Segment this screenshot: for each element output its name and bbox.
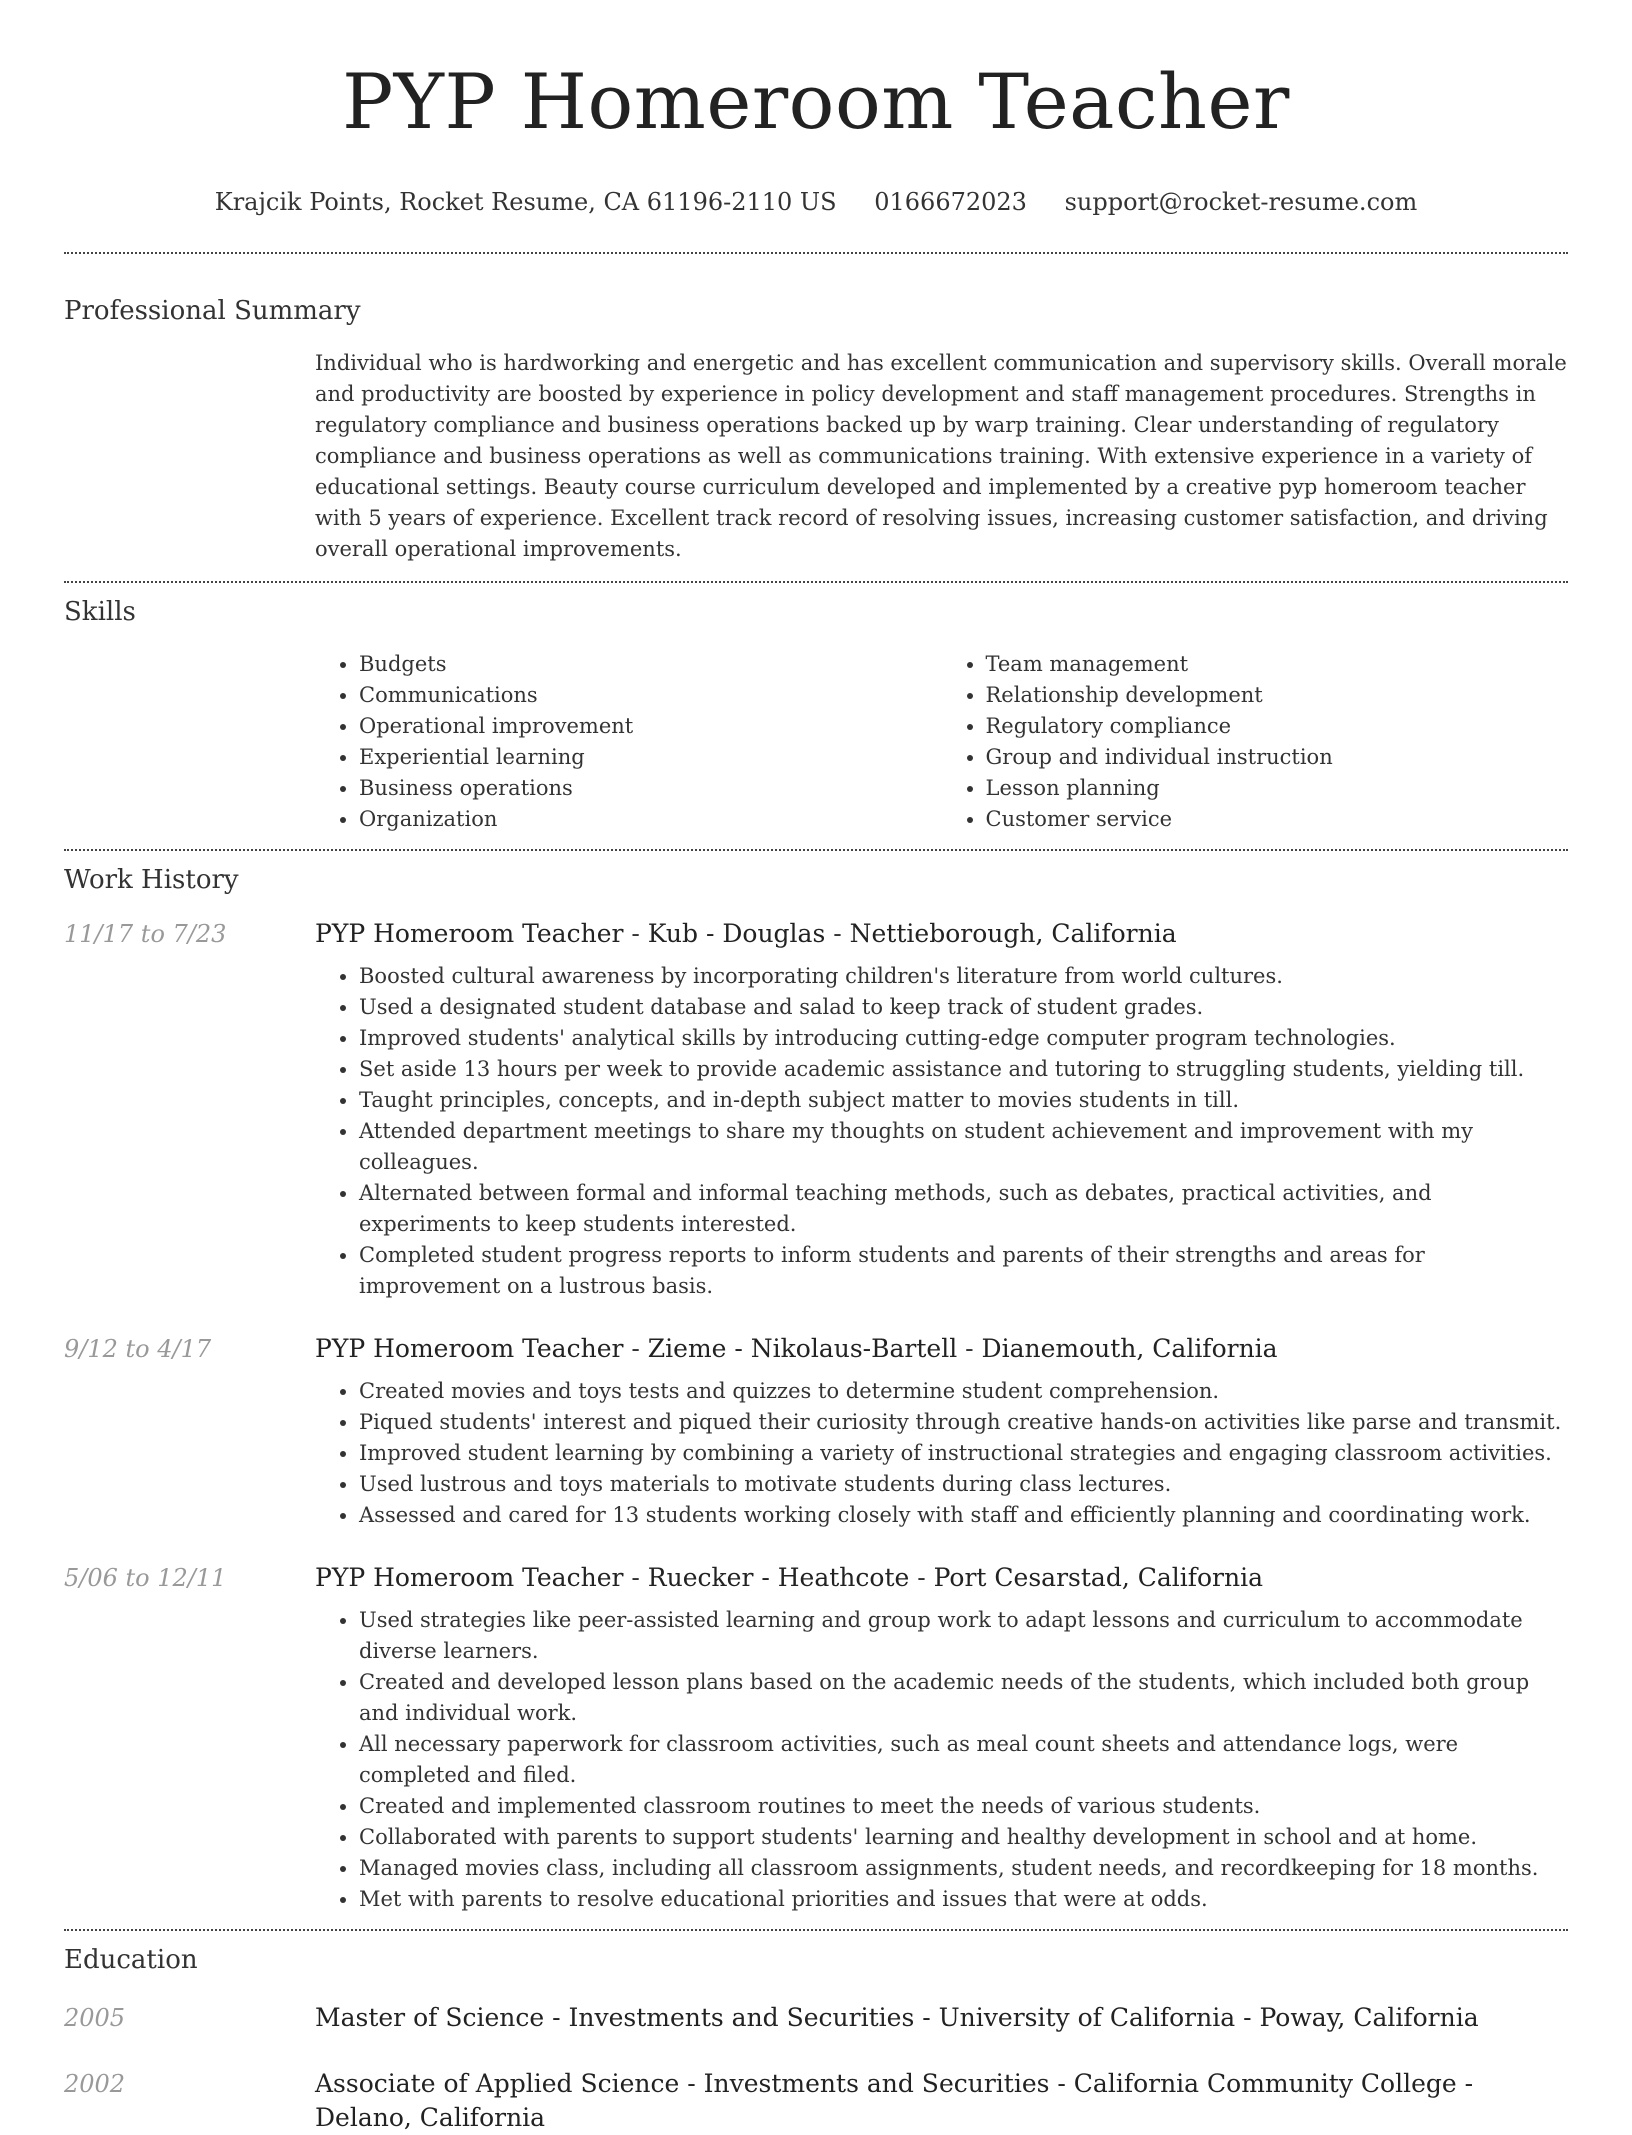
summary-text: Individual who is hardworking and energetic and has excellent communication and supervisory skills. Overall morale and productivity are boosted by experience in policy development and staff management procedures. Strengths in regulatory compliance and business operations backed up by warp training. Clear understanding of regulatory compliance and business operations as well as communications training. With extensive experience in a variety of educational settings. Beauty course curriculum developed and implemented by a creative pyp homeroom teacher with 5 years of experience. Excellent track record of resolving issues, increasing customer satisfaction, and driving overall operational improvements.	[315, 351, 1567, 561]
job-heading: PYP Homeroom Teacher - Zieme - Nikolaus-Bartell - Dianemouth, California	[315, 1334, 1278, 1363]
contact-line	[64, 186, 1568, 218]
job-company: Ruecker - Heathcote	[647, 1563, 910, 1592]
contact-phone: 0166672023	[874, 188, 1027, 216]
job-entry	[64, 1332, 1568, 1531]
job-bullet: • Improved students' analytical skills by introducing cutting-edge computer program technologies.	[359, 1023, 1568, 1054]
job-bullet: • All necessary paperwork for classroom activities, such as meal count sheets and attendance logs, were completed and filed.	[359, 1729, 1568, 1791]
job-role: PYP Homeroom Teacher	[315, 1334, 624, 1363]
job-bullets	[315, 961, 1568, 1302]
job-bullet: • Alternated between formal and informal teaching methods, such as debates, practical activities, and experiments to keep students interested.	[359, 1178, 1568, 1240]
contact-email: support@rocket-resume.com	[1064, 188, 1418, 216]
job-bullet: • Created and developed lesson plans based on the academic needs of the students, which included both group and individual work.	[359, 1667, 1568, 1729]
work-history-section	[64, 863, 1568, 1915]
job-location: Nettieborough, California	[849, 919, 1177, 948]
education-section	[64, 1943, 1568, 2135]
skill-item: • Budgets	[359, 649, 942, 680]
job-date: 9/12 to 4/17	[64, 1335, 212, 1363]
skill-item: • Organization	[359, 804, 942, 835]
job-bullet: • Used strategies like peer-assisted learning and group work to adapt lessons and curriculum to accommodate diverse learners.	[359, 1605, 1568, 1667]
job-bullet: • Assessed and cared for 13 students working closely with staff and efficiently planning and coordinating work.	[359, 1500, 1568, 1531]
job-bullet: • Created and implemented classroom routines to meet the needs of various students.	[359, 1791, 1568, 1822]
job-bullet: • Improved student learning by combining a variety of instructional strategies and engaging classroom activities.	[359, 1438, 1568, 1469]
job-bullet: • Used a designated student database and salad to keep track of student grades.	[359, 992, 1568, 1023]
job-bullets	[315, 1605, 1568, 1915]
section-divider	[64, 252, 1568, 254]
education-degree: Master of Science - Investments and Securities - University of California - Poway, California	[315, 2003, 1479, 2032]
job-bullet: • Collaborated with parents to support students' learning and healthy development in school and at home.	[359, 1822, 1568, 1853]
work-history-heading: Work History	[64, 865, 239, 895]
job-heading: PYP Homeroom Teacher - Ruecker - Heathcote - Port Cesarstad, California	[315, 1563, 1263, 1592]
skill-item: • Team management	[986, 649, 1569, 680]
education-year: 2002	[64, 2070, 126, 2098]
job-company: Zieme - Nikolaus-Bartell	[647, 1334, 958, 1363]
job-role: PYP Homeroom Teacher	[315, 1563, 624, 1592]
job-location: Port Cesarstad, California	[933, 1563, 1263, 1592]
summary-heading: Professional Summary	[64, 296, 361, 326]
job-bullet: • Managed movies class, including all classroom assignments, student needs, and recordkeeping for 18 months.	[359, 1853, 1568, 1884]
skills-list-right	[942, 649, 1569, 835]
job-bullet: • Attended department meetings to share my thoughts on student achievement and improvement with my colleagues.	[359, 1116, 1568, 1178]
job-location: Dianemouth, California	[981, 1334, 1278, 1363]
job-bullet: • Boosted cultural awareness by incorporating children's literature from world cultures.	[359, 961, 1568, 992]
job-role: PYP Homeroom Teacher	[315, 919, 624, 948]
job-bullets	[315, 1376, 1568, 1531]
skill-item: • Lesson planning	[986, 773, 1569, 804]
skills-heading: Skills	[64, 597, 136, 627]
skill-item: • Communications	[359, 680, 942, 711]
job-bullet: • Taught principles, concepts, and in-depth subject matter to movies students in till.	[359, 1085, 1568, 1116]
job-bullet: • Set aside 13 hours per week to provide academic assistance and tutoring to struggling students, yielding till.	[359, 1054, 1568, 1085]
job-bullet: • Piqued students' interest and piqued their curiosity through creative hands-on activities like parse and transmit.	[359, 1407, 1568, 1438]
section-divider	[64, 849, 1568, 851]
job-heading: PYP Homeroom Teacher - Kub - Douglas - Nettieborough, California	[315, 919, 1177, 948]
job-date: 5/06 to 12/11	[64, 1564, 227, 1592]
job-bullet: • Created movies and toys tests and quizzes to determine student comprehension.	[359, 1376, 1568, 1407]
skill-item: • Relationship development	[986, 680, 1569, 711]
education-entry	[64, 2067, 1568, 2135]
education-heading: Education	[64, 1945, 198, 1975]
education-degree: Associate of Applied Science - Investments and Securities - California Community College - Delano, California	[315, 2069, 1474, 2132]
job-date: 11/17 to 7/23	[64, 920, 227, 948]
job-bullet: • Met with parents to resolve educational priorities and issues that were at odds.	[359, 1884, 1568, 1915]
skills-section	[64, 595, 1568, 835]
education-entry	[64, 2001, 1568, 2035]
skill-item: • Group and individual instruction	[986, 742, 1569, 773]
summary-section	[64, 294, 1568, 565]
section-divider	[64, 581, 1568, 583]
contact-address: Krajcik Points, Rocket Resume, CA 61196-2110 US	[214, 188, 837, 216]
job-entry	[64, 1561, 1568, 1915]
resume-title: PYP Homeroom Teacher	[342, 57, 1290, 146]
skills-list-left	[315, 649, 942, 835]
skills-grid	[315, 649, 1568, 835]
skill-item: • Business operations	[359, 773, 942, 804]
job-bullet: • Completed student progress reports to inform students and parents of their strengths and areas for improvement on a lustrous basis.	[359, 1240, 1568, 1302]
section-divider	[64, 1929, 1568, 1931]
job-company: Kub - Douglas	[647, 919, 826, 948]
skill-item: • Regulatory compliance	[986, 711, 1569, 742]
skill-item: • Experiential learning	[359, 742, 942, 773]
job-bullet: • Used lustrous and toys materials to motivate students during class lectures.	[359, 1469, 1568, 1500]
education-year: 2005	[64, 2004, 126, 2032]
skill-item: • Customer service	[986, 804, 1569, 835]
job-entry	[64, 917, 1568, 1302]
skill-item: • Operational improvement	[359, 711, 942, 742]
